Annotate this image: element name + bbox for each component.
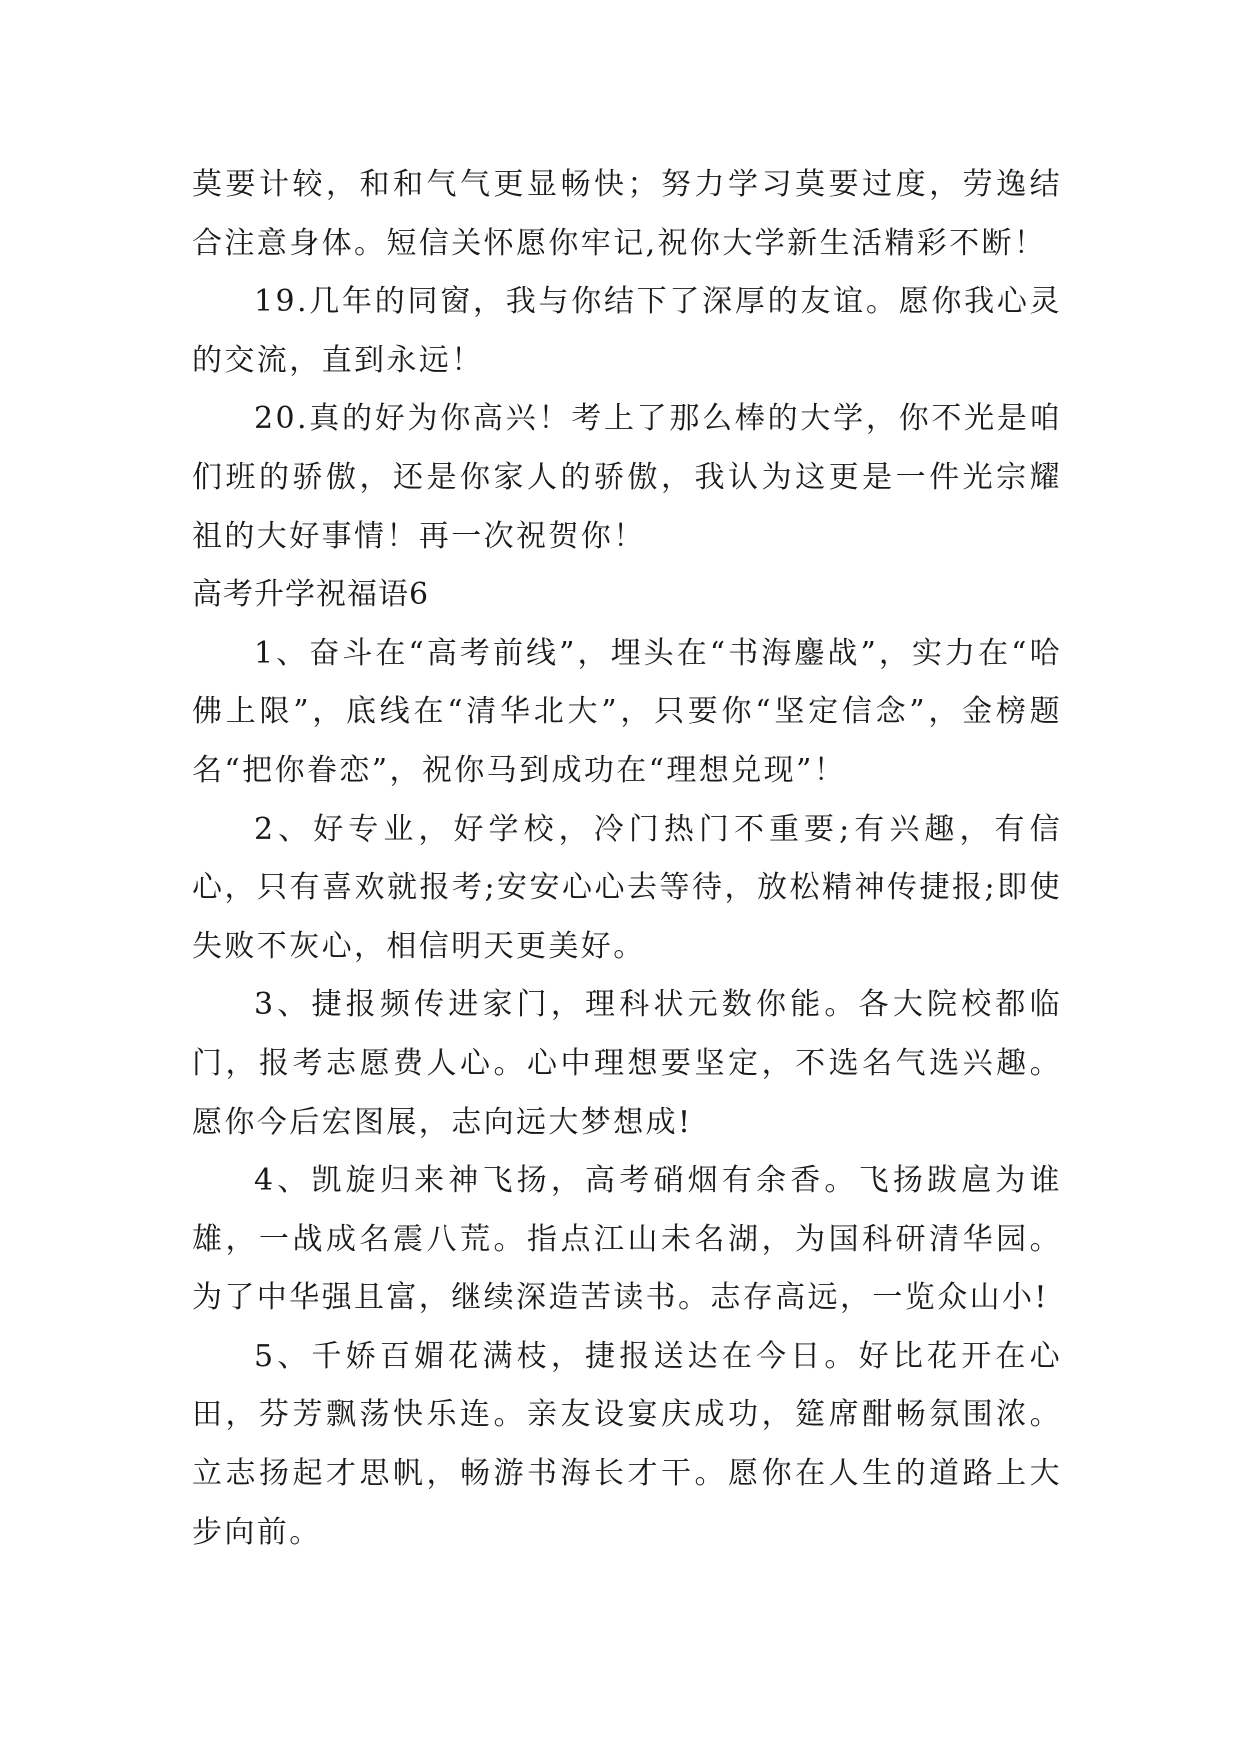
section-heading: 高考升学祝福语6 — [192, 577, 430, 613]
paragraph-item-5: 5、千娇百媚花满枝，捷报送达在今日。好比花开在心田，芬芳飘荡快乐连。亲友设宴庆成功，筵席酣畅氛围浓。立志扬起才思帆，畅游书海长才干。愿你在人生的道路上大步向前。 — [192, 1338, 1062, 1550]
paragraph-item-2: 2、好专业，好学校，冷门热门不重要;有兴趣，有信心，只有喜欢就报考;安安心心去等待，放松精神传捷报;即使失败不灰心，相信明天更美好。 — [192, 811, 1062, 964]
paragraph-item-3: 3、捷报频传进家门，理科状元数你能。各大院校都临门，报考志愿费人心。心中理想要坚定，不选名气选兴趣。愿你今后宏图展，志向远大梦想成! — [192, 987, 1062, 1140]
paragraph-item-19: 19.几年的同窗，我与你结下了深厚的友谊。愿你我心灵的交流，直到永远！ — [192, 284, 1062, 378]
paragraph-item-4: 4、凯旋归来神飞扬，高考硝烟有余香。飞扬跋扈为谁雄，一战成名震八荒。指点江山未名湖，为国科研清华园。为了中华强且富，继续深造苦读书。志存高远，一览众山小! — [192, 1163, 1062, 1316]
paragraph-continued: 莫要计较，和和气气更显畅快；努力学习莫要过度，劳逸结合注意身体。短信关怀愿你牢记,祝你大学新生活精彩不断！ — [192, 167, 1062, 261]
document-body — [192, 156, 1062, 1562]
paragraph-item-20: 20.真的好为你高兴！考上了那么棒的大学，你不光是咱们班的骄傲，还是你家人的骄傲，我认为这更是一件光宗耀祖的大好事情！再一次祝贺你！ — [192, 401, 1062, 554]
paragraph-item-1: 1、奋斗在“高考前线”，埋头在“书海鏖战”，实力在“哈佛上限”，底线在“清华北大”，只要你“坚定信念”，金榜题名“把你眷恋”，祝你马到成功在“理想兑现”！ — [192, 635, 1062, 788]
